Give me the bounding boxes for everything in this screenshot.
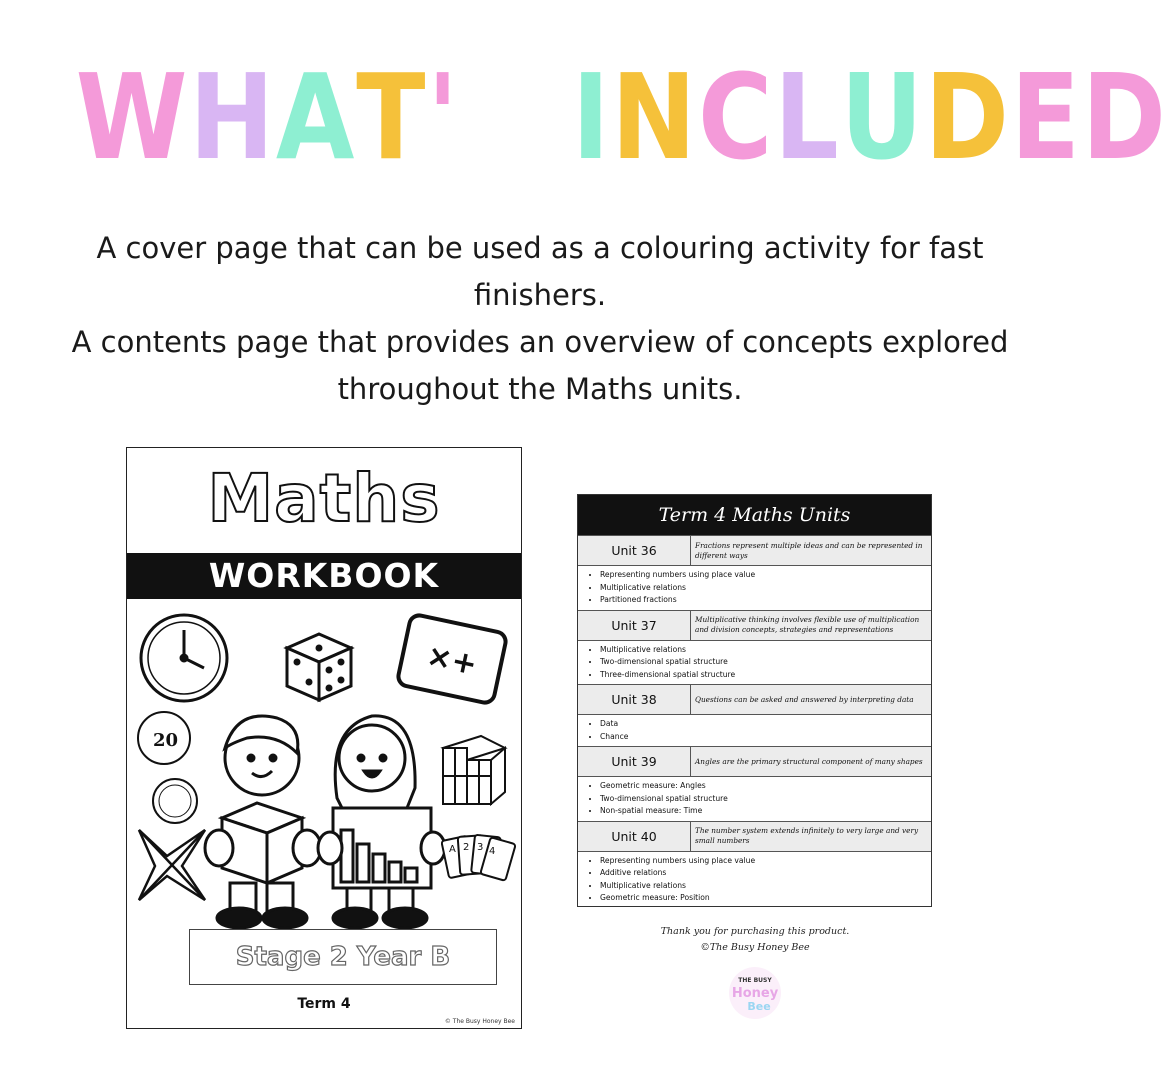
headline-letter: H: [189, 48, 276, 186]
unit-concept-item: • Geometric measure: Position: [600, 892, 931, 905]
unit-name: Unit 40: [578, 822, 691, 851]
thanks-line-2: ©The Busy Honey Bee: [700, 942, 810, 953]
cover-band: [127, 553, 521, 599]
headline-letter: A: [275, 48, 357, 186]
headline-letter: W: [75, 48, 190, 186]
clock-icon: [141, 615, 227, 701]
unit-row: [578, 684, 931, 714]
unit-description: Fractions represent multiple ideas and can be represented in different ways: [695, 540, 923, 560]
contents-title: Term 4 Maths Units: [578, 495, 931, 535]
headline-letter: [535, 42, 572, 192]
unit-description: Multiplicative thinking involves flexible use of multiplication and division concepts, strategies and representations: [695, 615, 920, 634]
svg-text:A: A: [449, 844, 456, 855]
kite-shape-icon: [139, 830, 205, 900]
description: [60, 225, 1020, 413]
headline-letter: S: [459, 48, 535, 186]
unit-concept-item: • Representing numbers using place value: [600, 855, 931, 868]
unit-concept-list: [578, 776, 931, 821]
svg-text:3: 3: [477, 842, 484, 853]
unit-concept-item: • Multiplicative relations: [600, 880, 931, 893]
headline-letter: E: [1010, 48, 1082, 186]
cover-credit: © The Busy Honey Bee: [444, 1018, 515, 1025]
headline-letter: T: [356, 48, 428, 186]
unit-description: The number system extends infinitely to very large and very small numbers: [695, 826, 919, 845]
unit-name: Unit 37: [578, 611, 691, 640]
coin-icon: [138, 712, 197, 823]
unit-concept-item: • Two-dimensional spatial structure: [600, 656, 931, 669]
unit-concept-item: • Non-spatial measure: Time: [600, 805, 931, 818]
busy-honey-bee-logo: [728, 966, 782, 1020]
unit-description: Questions can be asked and answered by interpreting data: [695, 694, 914, 704]
unit-description: Angles are the primary structural component of many shapes: [695, 756, 923, 766]
unit-concept-item: • Chance: [600, 731, 931, 744]
headline-letter: I: [571, 48, 612, 186]
headline: [75, 42, 1168, 192]
unit-name: Unit 39: [578, 747, 691, 776]
headline-letter: C: [697, 48, 775, 186]
svg-text:Bee: Bee: [747, 1000, 771, 1013]
svg-text:Honey: Honey: [731, 986, 779, 1001]
unit-name: Unit 38: [578, 685, 691, 714]
unit-concept-list: [578, 640, 931, 685]
cover-term: Term 4: [297, 996, 351, 1012]
cover-stage-box: [189, 929, 497, 985]
unit-concept-item: • Geometric measure: Angles: [600, 780, 931, 793]
girl-illustration: [318, 716, 445, 928]
cover-title: Maths: [207, 460, 441, 537]
headline-letter: U: [840, 48, 925, 186]
headline-letter: L: [774, 48, 841, 186]
cover-illustrations: [127, 608, 523, 928]
unit-concept-item: • Representing numbers using place value: [600, 569, 931, 582]
headline-letter: D: [924, 48, 1011, 186]
headline-letter: N: [611, 48, 698, 186]
units-table: [578, 535, 931, 908]
unit-concept-item: • Two-dimensional spatial structure: [600, 793, 931, 806]
svg-text:THE BUSY: THE BUSY: [738, 977, 772, 984]
svg-text:×+: ×+: [423, 638, 481, 683]
cube-icon: [443, 736, 505, 804]
thanks-note: [600, 924, 910, 956]
unit-concept-item: • Multiplicative relations: [600, 582, 931, 595]
cover-stage-text: Stage 2 Year B: [235, 942, 451, 972]
unit-row: [578, 821, 931, 851]
unit-concept-item: • Multiplicative relations: [600, 644, 931, 657]
unit-concept-list: [578, 851, 931, 908]
description-line-1: A cover page that can be used as a colouring activity for fast finishers.: [96, 231, 984, 312]
unit-concept-list: [578, 565, 931, 610]
unit-concept-item: • Data: [600, 718, 931, 731]
description-line-2: A contents page that provides an overview of concepts explored throughout the Maths units.: [71, 325, 1009, 406]
cards-icon: [441, 835, 515, 881]
unit-concept-item: • Additive relations: [600, 867, 931, 880]
cover-band-text: WORKBOOK: [208, 556, 440, 595]
unit-row: [578, 610, 931, 640]
thanks-line-1: Thank you for purchasing this product.: [660, 926, 850, 937]
unit-name: Unit 36: [578, 536, 691, 565]
svg-text:20: 20: [153, 730, 179, 751]
unit-row: [578, 535, 931, 565]
cover-page-preview: [126, 447, 522, 1029]
unit-concept-item: • Three-dimensional spatial structure: [600, 669, 931, 682]
contents-page-preview: [577, 494, 932, 907]
boy-illustration: [205, 716, 321, 928]
unit-concept-list: [578, 714, 931, 746]
unit-concept-item: • Partitioned fractions: [600, 594, 931, 607]
svg-text:4: 4: [489, 846, 496, 857]
headline-letter: D: [1081, 48, 1168, 186]
calculator-icon: [397, 614, 508, 705]
svg-text:2: 2: [463, 842, 470, 853]
dice-icon: [287, 634, 351, 700]
headline-letter: ': [427, 48, 460, 186]
unit-row: [578, 746, 931, 776]
